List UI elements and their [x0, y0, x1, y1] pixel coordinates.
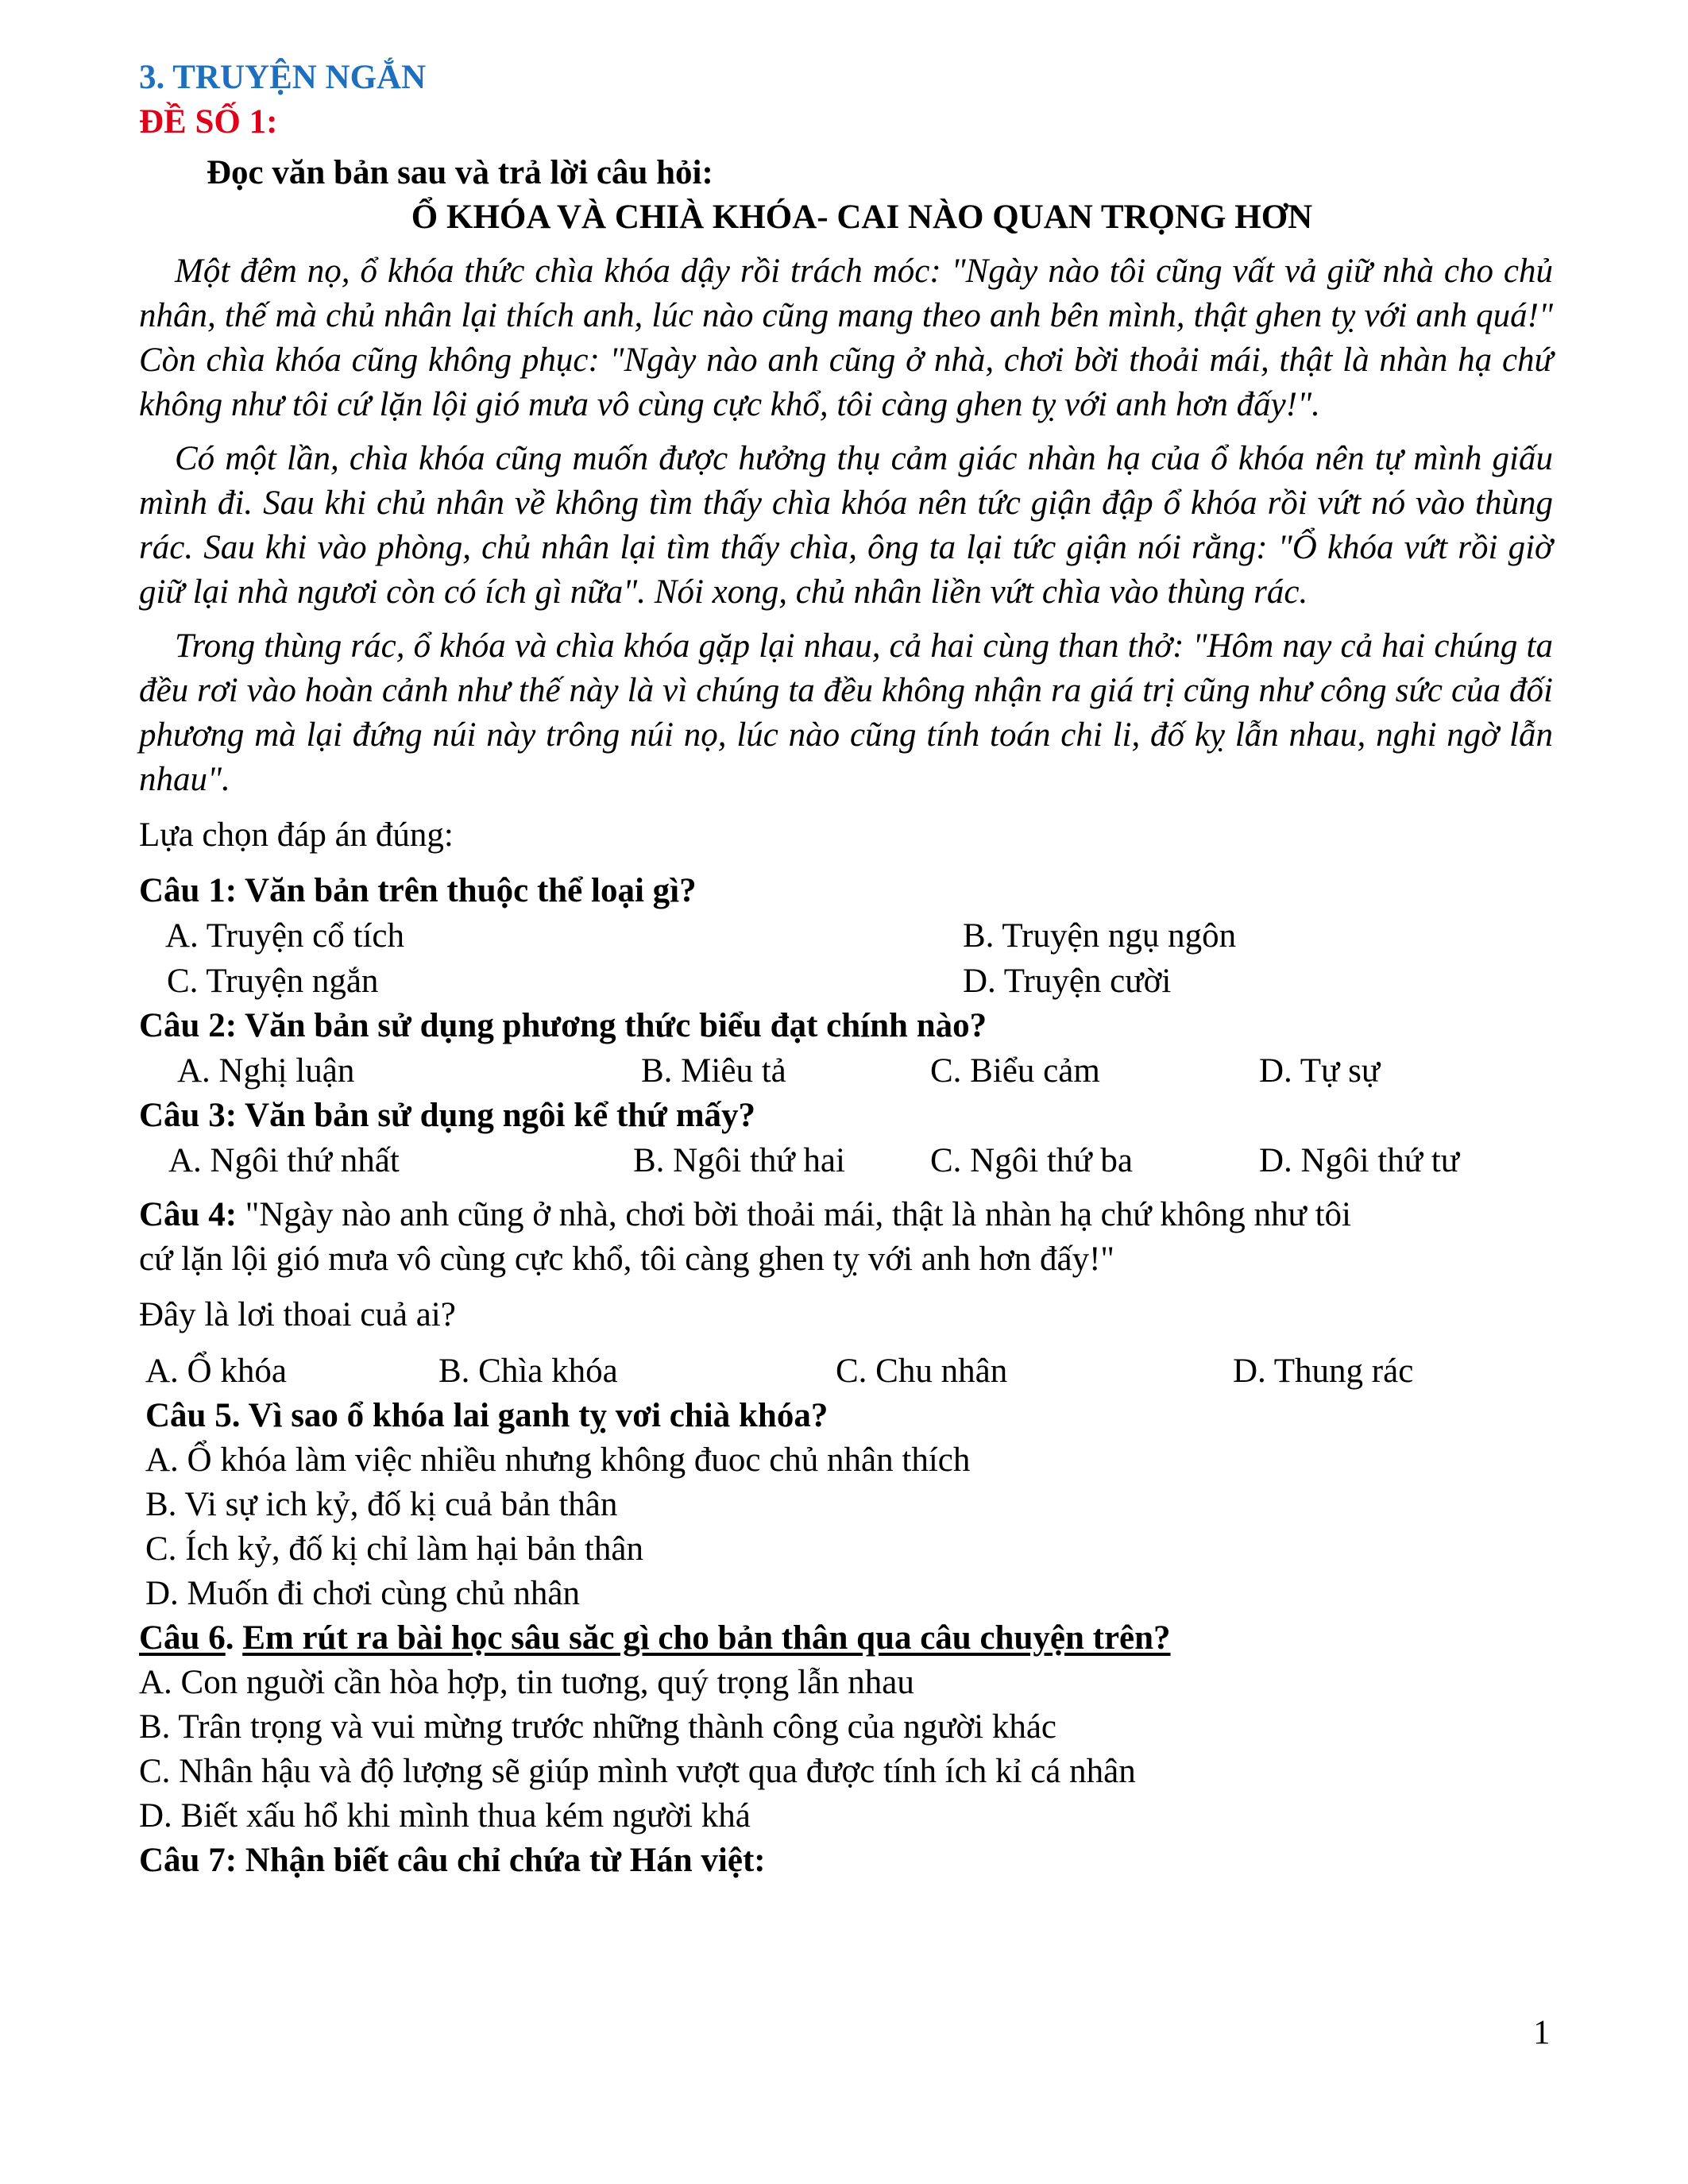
exam-number: ĐỀ SỐ 1:: [139, 103, 278, 141]
question-4: [139, 1193, 1553, 1237]
q2-options-row: [139, 1048, 1553, 1094]
question-4-label: Câu 4:: [139, 1196, 238, 1233]
question-6-dot: .: [225, 1619, 234, 1657]
q5-option-b: B. Vi sự ich kỷ, đố kị cuả bản thân: [145, 1486, 618, 1523]
q2-option-c: C. Biểu cảm: [930, 1052, 1100, 1090]
q4-option-b: B. Chìa khóa: [438, 1352, 618, 1390]
story-paragraph: Có một lần, chìa khóa cũng muốn được hưởng thụ cảm giác nhàn hạ của ổ khóa nên tự mình giấu mình đi. Sau khi chủ nhân về không tìm thấy chìa khóa nên tức giận đập ổ khóa rồi vứt nó vào thùng rác. Sau khi vào phòng, chủ nhân lại tìm thấy chìa, ông ta lại tức giận nói rằng: "Ổ khóa vứt rồi giờ giữ lại nhà ngươi còn có ích gì nữa". Nói xong, chủ nhân liền vứt chìa vào thùng rác.: [139, 440, 1553, 611]
question-4-quote-line-2: cứ lặn lội gió mưa vô cùng cực khổ, tôi càng ghen tỵ với anh hơn đấy!": [139, 1241, 1114, 1278]
q1-option-d: D. Truyện cười: [963, 963, 1172, 1000]
question-3: Câu 3: Văn bản sử dụng ngôi kể thứ mấy?: [139, 1097, 756, 1134]
q3-option-c: C. Ngôi thứ ba: [930, 1142, 1134, 1179]
question-7: Câu 7: Nhận biết câu chỉ chứa từ Hán việt:: [139, 1842, 766, 1879]
q6-option-c: C. Nhân hậu và độ lượng sẽ giúp mình vượt qua được tính ích kỉ cá nhân: [139, 1753, 1136, 1790]
q4-option-a: A. Ổ khóa: [145, 1352, 287, 1390]
q1-options-row-1: [139, 913, 1553, 959]
q2-option-a: A. Nghị luận: [177, 1052, 355, 1090]
q2-option-b: B. Miêu tả: [641, 1052, 786, 1090]
q3-option-a: A. Ngôi thứ nhất: [168, 1142, 400, 1179]
q4-option-d: D. Thung rác: [1233, 1352, 1414, 1390]
q3-options-row: [139, 1138, 1553, 1183]
q6-option-a: A. Con nguời cần hòa hợp, tin tuơng, quý trọng lẫn nhau: [139, 1664, 914, 1701]
q4-option-c: C. Chu nhân: [836, 1352, 1008, 1390]
instruction: Đọc văn bản sau và trả lời câu hỏi:: [207, 154, 713, 191]
q1-option-a: A. Truyện cổ tích: [165, 917, 404, 955]
q6-option-d: D. Biết xấu hổ khi mình thua kém người khá: [139, 1797, 751, 1835]
question-2: Câu 2: Văn bản sử dụng phương thức biểu đạt chính nào?: [139, 1007, 987, 1044]
q4-options-row: [139, 1349, 1553, 1394]
question-4-question: Đây là lơi thoai cuả ai?: [139, 1296, 456, 1333]
story-paragraph: Một đêm nọ, ổ khóa thức chìa khóa dậy rồi trách móc: "Ngày nào tôi cũng vất vả giữ nhà cho chủ nhân, thế mà chủ nhân lại thích anh, lúc nào cũng mang theo anh bên mình, thật ghen tỵ với anh quá!" Còn chìa khóa cũng không phục: "Ngày nào anh cũng ở nhà, chơi bời thoải mái, thật là nhàn hạ chứ không như tôi cứ lặn lội gió mưa vô cùng cực khổ, tôi càng ghen tỵ với anh hơn đấy!".: [139, 253, 1553, 423]
q2-option-d: D. Tự sự: [1259, 1052, 1381, 1090]
story-paragraph: Trong thùng rác, ổ khóa và chìa khóa gặp lại nhau, cả hai cùng than thở: "Hôm nay cả hai chúng ta đều rơi vào hoàn cảnh như thế này là vì chúng ta đều không nhận ra giá trị cũng như công sức của đối phương mà lại đứng núi này trông núi nọ, lúc nào cũng tính toán chi li, đố kỵ lẫn nhau, nghi ngờ lẫn nhau".: [139, 627, 1553, 798]
story-title: Ổ KHÓA VÀ CHIÀ KHÓA- CAI NÀO QUAN TRỌNG HƠN: [411, 199, 1313, 236]
question-4-quote-line-1: "Ngày nào anh cũng ở nhà, chơi bời thoải mái, thật là nhàn hạ chứ không như tôi: [237, 1196, 1352, 1233]
question-1: Câu 1: Văn bản trên thuộc thể loại gì?: [139, 872, 697, 909]
q5-option-d: D. Muốn đi chơi cùng chủ nhân: [145, 1575, 581, 1612]
q5-option-c: C. Ích kỷ, đố kị chỉ làm hại bản thân: [145, 1530, 643, 1568]
q1-option-b: B. Truyện ngụ ngôn: [963, 917, 1237, 955]
q5-option-a: A. Ổ khóa làm việc nhiều nhưng không đuoc chủ nhân thích: [145, 1441, 971, 1479]
question-6-text: Em rút ra bài học sâu săc gì cho bản thân qua câu chuyện trên?: [242, 1619, 1171, 1657]
section-heading: 3. TRUYỆN NGẮN: [139, 59, 427, 96]
q3-option-d: D. Ngôi thứ tư: [1259, 1142, 1460, 1179]
page-number: 1: [1533, 2014, 1551, 2051]
choose-prompt: Lựa chọn đáp án đúng:: [139, 816, 454, 854]
q3-option-b: B. Ngôi thứ hai: [633, 1142, 845, 1179]
q1-options-row-2: [139, 959, 1553, 1004]
document-page: [139, 56, 1553, 1883]
q6-option-b: B. Trân trọng và vui mừng trước những thành công của người khác: [139, 1708, 1057, 1746]
question-6: [139, 1616, 1553, 1661]
q1-option-c: C. Truyện ngắn: [167, 963, 379, 1000]
question-5: Câu 5. Vì sao ổ khóa lai ganh tỵ vơi chià khóa?: [145, 1397, 829, 1434]
question-6-number: Câu 6: [139, 1619, 226, 1657]
